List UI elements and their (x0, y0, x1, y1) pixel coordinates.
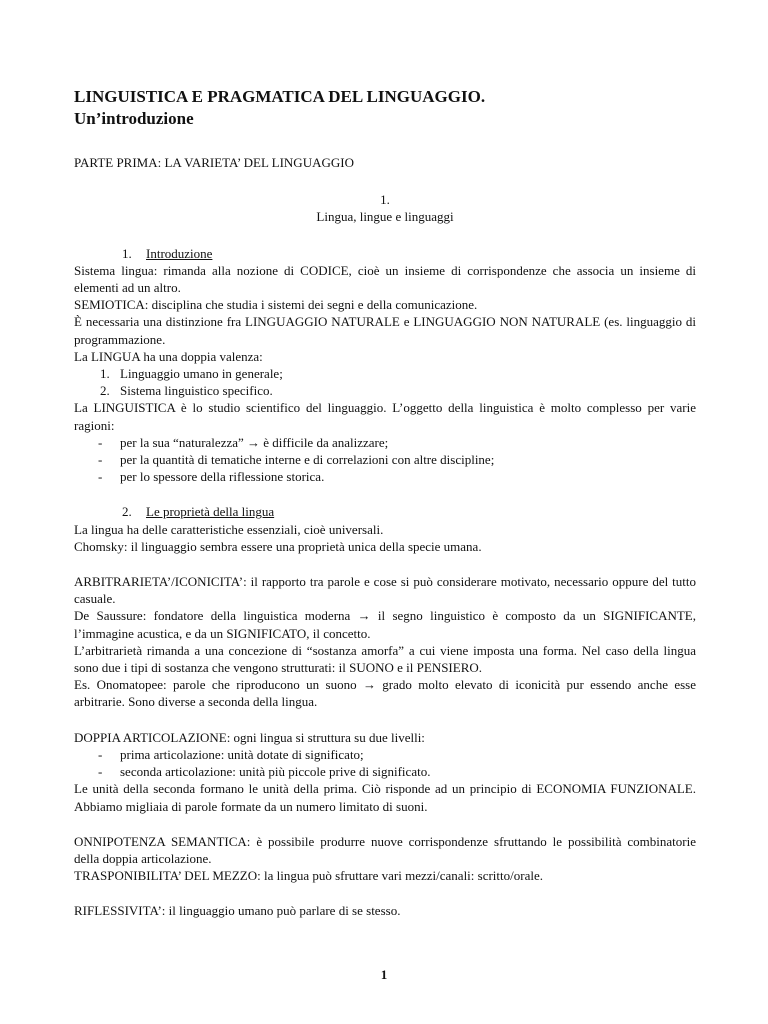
paragraph: RIFLESSIVITA’: il linguaggio umano può parlare di se stesso. (74, 903, 401, 919)
document-title (74, 86, 696, 130)
section-2-heading (122, 503, 696, 520)
paragraph: SEMIOTICA: disciplina che studia i sistemi dei segni e della comunicazione. (74, 297, 478, 313)
list-item: 1. Linguaggio umano in generale; (100, 366, 283, 382)
paragraph: TRASPONIBILITA’ DEL MEZZO: la lingua può sfruttare vari mezzi/canali: scritto/orale. (74, 868, 543, 884)
page-number: 1 (380, 967, 388, 982)
document-page (74, 86, 696, 920)
section-1-title: Introduzione (146, 245, 213, 261)
paragraph: Sistema lingua: rimanda alla nozione di CODICE, cioè un insieme di corrispondenze che associa un insieme di elementi ad un altro. (74, 262, 696, 296)
paragraph: Chomsky: il linguaggio sembra essere una proprietà unica della specie umana. (74, 538, 482, 554)
part-heading: PARTE PRIMA: LA VARIETA’ DEL LINGUAGGIO (74, 155, 354, 170)
chapter-title: Lingua, lingue e linguaggi (316, 209, 454, 225)
paragraph: La lingua ha delle caratteristiche essenziali, cioè universali. (74, 521, 384, 537)
title-line-1: LINGUISTICA E PRAGMATICA DEL LINGUAGGIO. (74, 87, 486, 106)
list-item: - prima articolazione: unità dotate di significato; (98, 746, 364, 762)
section-2-title: Le proprietà della lingua (146, 504, 275, 520)
title-line-2: Un’introduzione (74, 109, 194, 128)
list-item: 2. Sistema linguistico specifico. (100, 383, 273, 399)
paragraph: Es. Onomatopee: parole che riproducono un suono → grado molto elevato di iconicità pur essendo anche esse arbitrarie. Sono diverse a seconda della lingua. (74, 677, 696, 710)
list-item: - per la sua “naturalezza” → è difficile da analizzare; (98, 434, 389, 450)
paragraph: L’arbitrarietà rimanda a una concezione di “sostanza amorfa” a cui viene imposta una forma. Nel caso della lingua sono due i tipi di sostanza che vengono strutturati: il SUONO e il PENSIERO. (74, 642, 696, 676)
bullet-list (74, 434, 696, 486)
section-2-number: 2. (122, 504, 132, 520)
section-1-number: 1. (122, 245, 132, 261)
numbered-list (74, 365, 696, 399)
paragraph: È necessaria una distinzione fra LINGUAGGIO NATURALE e LINGUAGGIO NON NATURALE (es. linguaggio di programmazione. (74, 314, 696, 347)
section-1-heading (122, 245, 696, 262)
paragraph: ARBITRARIETA’/ICONICITA’: il rapporto tra parole e cose si può considerare motivato, necessario oppure del tutto casuale. (74, 574, 696, 607)
bullet-list (74, 746, 696, 780)
list-item: - per lo spessore della riflessione storica. (98, 469, 325, 485)
paragraph: Le unità della seconda formano le unità della prima. Ciò risponde ad un principio di ECONOMIA FUNZIONALE. Abbiamo migliaia di parole formate da un numero limitato di suoni. (74, 781, 696, 814)
list-item: - per la quantità di tematiche interne e di correlazioni con altre discipline; (98, 452, 495, 468)
paragraph: La LINGUISTICA è lo studio scientifico del linguaggio. L’oggetto della linguistica è molto complesso per varie ragioni: (74, 400, 696, 433)
list-item: - seconda articolazione: unità più piccole prive di significato. (98, 764, 431, 780)
paragraph: La LINGUA ha una doppia valenza: (74, 348, 263, 364)
paragraph: ONNIPOTENZA SEMANTICA: è possibile produrre nuove corrispondenze sfruttando le possibilità combinatorie della doppia articolazione. (74, 833, 696, 866)
paragraph: DOPPIA ARTICOLAZIONE: ogni lingua si struttura su due livelli: (74, 729, 425, 745)
chapter-number: 1. (380, 192, 390, 208)
paragraph: De Saussure: fondatore della linguistica moderna → il segno linguistico è composto da un SIGNIFICANTE, l’immagine acustica, e da un SIGNIFICATO, il concetto. (74, 608, 696, 641)
